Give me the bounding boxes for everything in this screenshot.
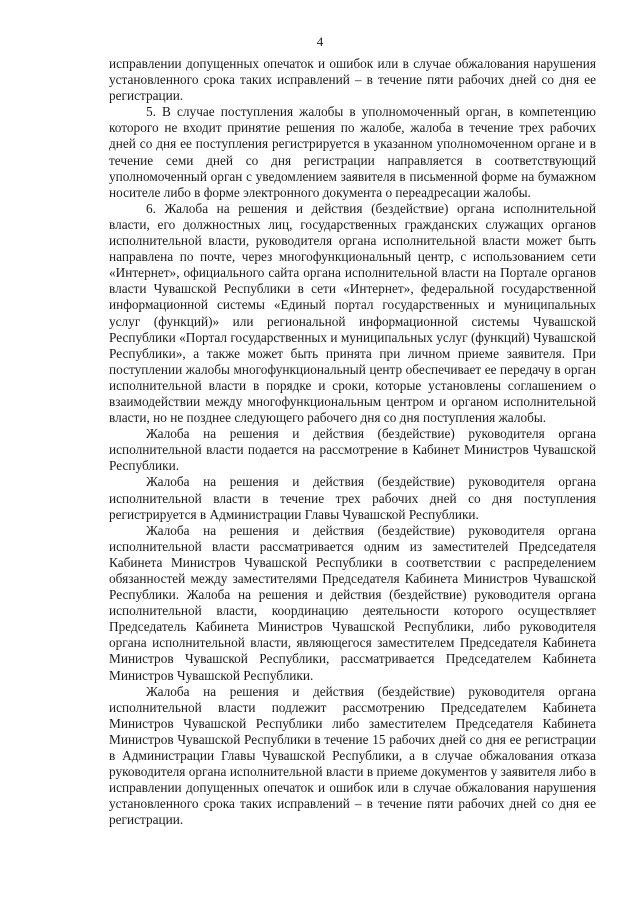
paragraph-complaint-cabinet: Жалоба на решения и действия (бездействие) руководителя органа исполнительной власти подается на рассмотрение в Кабинет Министров Чувашской Республики.: [109, 426, 596, 474]
paragraph-item-6: 6. Жалоба на решения и действия (бездействие) органа исполнительной власти, его должностных лиц, государственных гражданских служащих органов исполнительной власти, руководителя органа исполнительной власти может быть направлена по почте, через многофункциональный центр, с использованием сети «Интернет», официального сайта органа исполнительной власти на Портале органов власти Чувашской Республики в сети «Интернет», федеральной государственной информационной системы «Единый портал государственных и муниципальных услуг (функций)» или региональной информационной системы Чувашской Республики «Портал государственных и муниципальных услуг (функций) Чувашской Республики», а также может быть принята при личном приеме заявителя. При поступлении жалобы многофункциональный центр обеспечивает ее передачу в орган исполнительной власти в порядке и сроки, которые установлены соглашением о взаимодействии между многофункциональным центром и органом исполнительной власти, но не позднее следующего рабочего дня со дня поступления жалобы.: [109, 200, 596, 426]
paragraph-complaint-deadline: Жалоба на решения и действия (бездействие) руководителя органа исполнительной власти подлежит рассмотрению Председателем Кабинета Министров Чувашской Республики либо заместителем Председателя Кабинета Министров Чувашской Республики в течение 15 рабочих дней со дня ее регистрации в Администрации Главы Чувашской Республики, а в случае обжалования отказа руководителя органа исполнительной власти в приеме документов у заявителя либо в исправлении допущенных опечаток и ошибок или в случае обжалования нарушения установленного срока таких исправлений – в течение пяти рабочих дней со дня ее регистрации.: [109, 683, 596, 828]
paragraph-complaint-registration: Жалоба на решения и действия (бездействие) руководителя органа исполнительной власти в течение трех рабочих дней со дня поступления регистрируется в Администрации Главы Чувашской Республики.: [109, 474, 596, 522]
paragraph-item-5: 5. В случае поступления жалобы в уполномоченный орган, в компетенцию которого не входит принятие решения по жалобе, жалоба в течение трех рабочих дней со дня ее поступления регистрируется в указанном уполномоченном органе и в течение семи дней со дня регистрации направляется в соответствующий уполномоченный орган с уведомлением заявителя в письменной форме на бумажном носителе либо в форме электронного документа о переадресации жалобы.: [109, 104, 596, 200]
body-text: [109, 56, 596, 829]
paragraph-complaint-review: Жалоба на решения и действия (бездействие) руководителя органа исполнительной власти рассматривается одним из заместителей Председателя Кабинета Министров Чувашской Республики в соответствии с распределением обязанностей между заместителями Председателя Кабинета Министров Чувашской Республики. Жалоба на решения и действия (бездействие) руководителя органа исполнительной власти, координацию деятельности которого осуществляет Председатель Кабинета Министров Чувашской Республики, либо руководителя органа исполнительной власти, являющегося заместителем Председателя Кабинета Министров Чувашской Республики, рассматривается Председателем Кабинета Министров Чувашской Республики.: [109, 522, 596, 683]
paragraph-continuation: исправлении допущенных опечаток и ошибок или в случае обжалования нарушения установленного срока таких исправлений – в течение пяти рабочих дней со дня ее регистрации.: [109, 56, 596, 104]
page-number: 4: [316, 34, 324, 49]
